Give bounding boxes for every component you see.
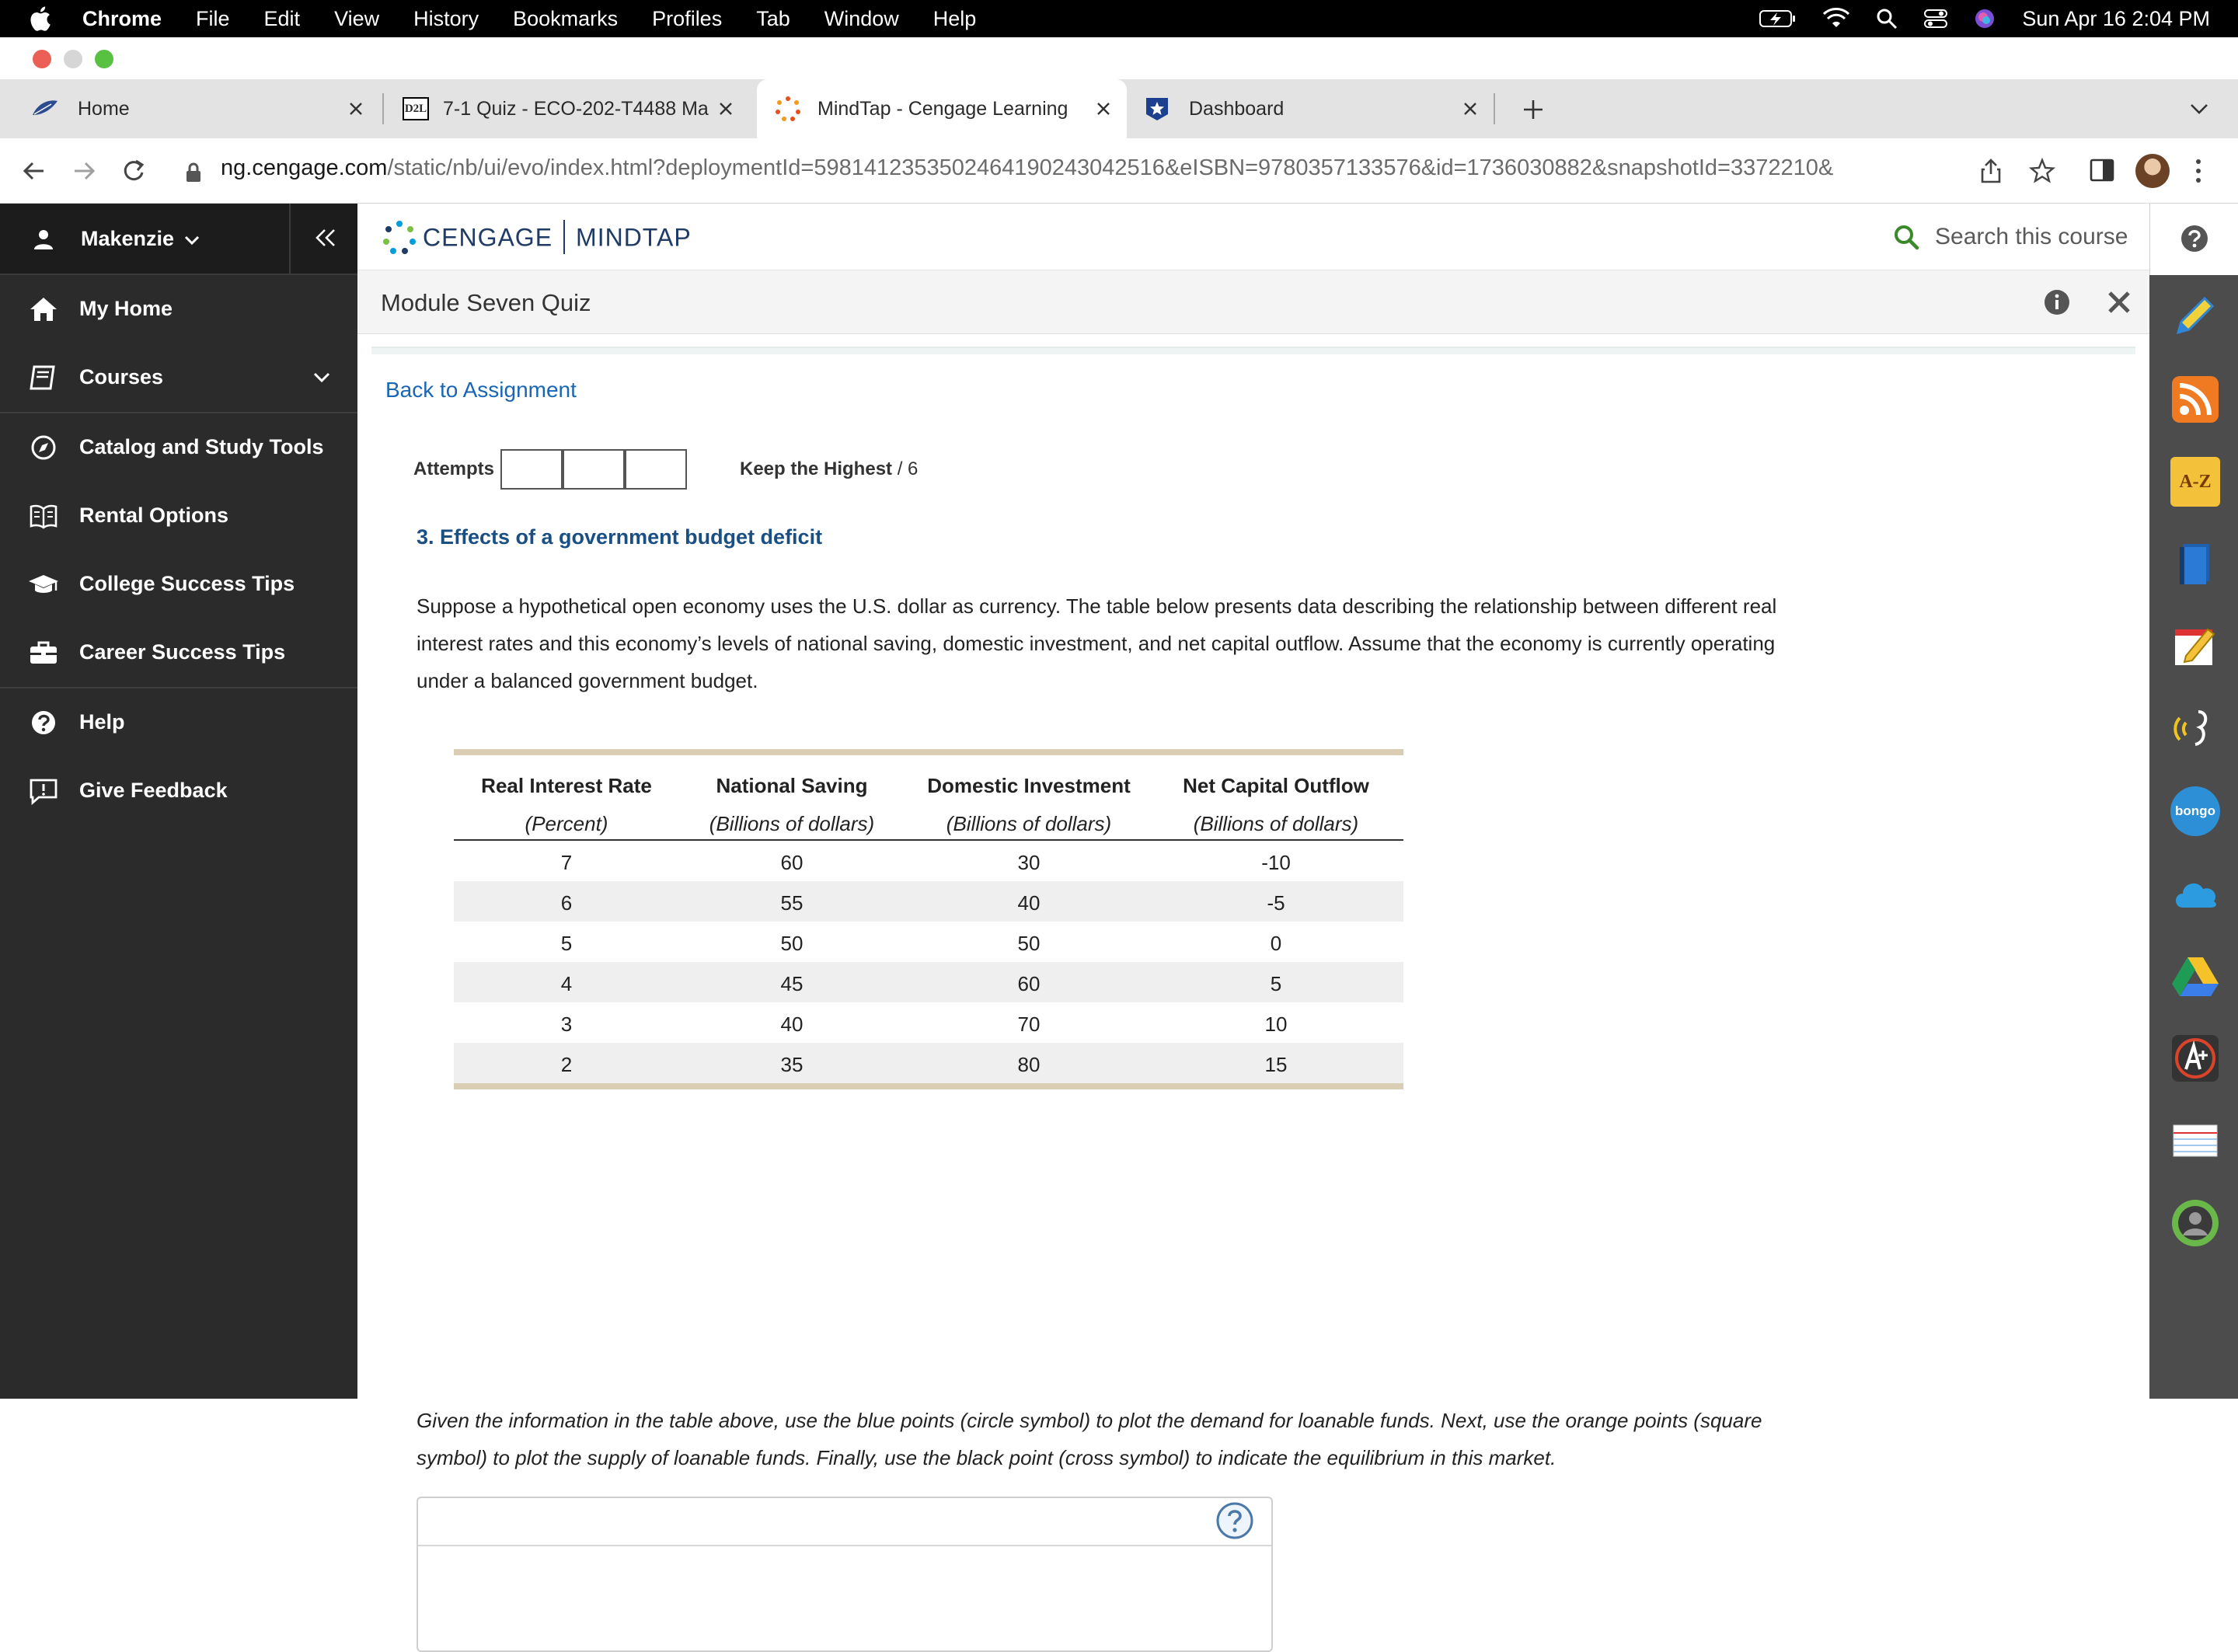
module-title: Module Seven Quiz (381, 289, 591, 316)
compass-icon (28, 434, 59, 462)
sidebar-item-my-home[interactable]: My Home (0, 275, 357, 340)
keep-highest-score: Keep the Highest / 6 (740, 458, 919, 479)
briefcase-icon (28, 639, 59, 667)
tab-mindtap[interactable]: MindTap - Cengage Learning (757, 79, 1127, 138)
sidebar (0, 204, 357, 1399)
share-icon[interactable] (1978, 157, 2003, 185)
chrome-menu-dots-icon[interactable] (2193, 157, 2204, 185)
star-badge-icon (1144, 96, 1170, 122)
side-panel-icon[interactable] (2089, 157, 2115, 183)
siri-icon[interactable] (1974, 8, 1996, 30)
chevron-down-icon (312, 371, 331, 384)
readspeaker-icon[interactable] (2170, 704, 2220, 754)
data-table (454, 749, 1403, 1089)
sidebar-item-career-tips[interactable]: Career Success Tips (0, 619, 357, 684)
tab-home[interactable]: Home (22, 79, 379, 138)
column-header: Domestic Investment (Billions of dollars) (927, 774, 1131, 835)
table-row: 5 50 50 0 (560, 932, 1282, 955)
notebook-icon[interactable] (2170, 539, 2220, 589)
table-row: 3 40 70 10 (560, 1012, 1288, 1036)
profile-avatar[interactable] (2135, 154, 2170, 188)
book-icon (28, 364, 59, 392)
browser-toolbar (0, 138, 2238, 204)
window-zoom-button[interactable] (95, 50, 113, 68)
tab-separator (1494, 93, 1495, 124)
attempt-box (563, 449, 625, 490)
open-book-icon (28, 502, 59, 530)
attempt-box (625, 449, 687, 490)
back-to-assignment-link[interactable]: Back to Assignment (385, 378, 577, 402)
brand-logo-text[interactable]: CENGAGE MINDTAP (423, 222, 692, 256)
window-titlebar (0, 37, 2238, 79)
lock-icon[interactable] (185, 162, 202, 183)
tab-close-icon[interactable] (715, 98, 737, 120)
user-icon (33, 228, 54, 250)
notes-icon[interactable] (2170, 622, 2220, 671)
battery-charging-icon[interactable] (1759, 9, 1797, 28)
reload-icon[interactable] (117, 154, 151, 188)
search-icon[interactable] (1893, 224, 1919, 250)
google-drive-icon[interactable] (2170, 951, 2220, 1001)
app-dock-rail (2149, 204, 2238, 1399)
sidebar-item-give-feedback[interactable]: Give Feedback (0, 757, 357, 822)
double-chevron-left-icon (311, 227, 339, 249)
menu-bookmarks[interactable]: Bookmarks (513, 6, 619, 30)
tab-close-icon[interactable] (1093, 98, 1114, 120)
aplus-icon[interactable] (2170, 1033, 2220, 1083)
home-icon (28, 295, 59, 323)
content-divider-stripe (371, 347, 2135, 354)
graph-tool-panel[interactable] (417, 1497, 1273, 1652)
help-circle-icon[interactable] (2180, 224, 2209, 253)
tab-quiz[interactable]: D2L 7-1 Quiz - ECO-202-T4488 Ma (389, 79, 749, 138)
leaf-icon (31, 99, 59, 118)
back-arrow-icon[interactable] (17, 154, 51, 188)
attempt-box (500, 449, 563, 490)
profile-circle-icon[interactable] (2170, 1198, 2220, 1248)
menu-help[interactable]: Help (932, 6, 977, 30)
flashcards-icon[interactable] (2170, 1116, 2220, 1166)
tab-separator (382, 93, 384, 124)
column-header: National Saving (Billions of dollars) (709, 774, 875, 835)
graduation-cap-icon (28, 570, 59, 598)
sidebar-item-college-tips[interactable]: College Success Tips (0, 550, 357, 615)
control-center-icon[interactable] (1924, 9, 1947, 29)
graph-help-icon[interactable] (1215, 1501, 1254, 1540)
address-bar-url[interactable]: ng.cengage.com/static/nb/ui/evo/index.html?deploymentId=5981412353502464190243042516&eISBN=9780357133576&id=1736030882&snapshotId=3372210& (221, 155, 1834, 180)
menu-tab[interactable]: Tab (756, 6, 790, 30)
sidebar-item-catalog[interactable]: Catalog and Study Tools (0, 413, 357, 479)
pencil-icon[interactable] (2170, 291, 2220, 340)
cengage-logo-icon (381, 219, 418, 256)
user-name: Makenzie (81, 227, 175, 250)
table-row: 4 45 60 5 (454, 962, 1403, 1002)
search-input[interactable]: Search this course (1935, 224, 2128, 249)
wifi-icon[interactable] (1823, 9, 1849, 29)
column-header: Net Capital Outflow (Billions of dollars) (1183, 774, 1369, 835)
forward-arrow-icon[interactable] (67, 154, 101, 188)
collapse-sidebar-button[interactable] (289, 204, 357, 275)
table-row: 6 55 40 -5 (454, 881, 1403, 922)
menubar-clock[interactable]: Sun Apr 16 2:04 PM (2022, 6, 2210, 30)
sidebar-item-courses[interactable]: Courses (0, 343, 357, 409)
cloud-icon[interactable] (2170, 869, 2220, 918)
menu-chrome[interactable]: Chrome (82, 6, 162, 30)
menu-edit[interactable]: Edit (263, 6, 301, 30)
macos-menubar (0, 0, 2238, 37)
table-row: 2 35 80 15 (454, 1043, 1403, 1083)
window-close-button[interactable] (33, 50, 51, 68)
feedback-icon (28, 777, 59, 805)
cengage-icon (774, 95, 802, 123)
spotlight-search-icon[interactable] (1876, 8, 1898, 30)
tab-close-icon[interactable] (345, 98, 367, 120)
brand-header (357, 204, 2149, 270)
sidebar-item-rental-options[interactable]: Rental Options (0, 482, 357, 547)
info-icon[interactable] (2044, 289, 2070, 315)
bongo-icon[interactable]: bongo (2170, 786, 2220, 836)
tab-strip (0, 79, 2238, 138)
help-icon (28, 709, 59, 737)
close-module-icon[interactable] (2106, 289, 2132, 315)
menu-view[interactable]: View (334, 6, 380, 30)
table-row: 7 60 30 -10 (560, 851, 1291, 874)
main-content (357, 204, 2149, 1469)
tab-close-icon[interactable] (1459, 98, 1481, 120)
sidebar-item-help[interactable]: Help (0, 688, 357, 754)
table-header-row (454, 755, 1403, 841)
apple-logo-icon[interactable] (28, 5, 51, 32)
chevron-down-icon (183, 235, 200, 246)
d2l-icon: D2L (403, 97, 429, 120)
rail-help-header (2149, 204, 2238, 275)
menu-history[interactable]: History (413, 6, 479, 30)
module-title-bar (357, 270, 2149, 334)
question-paragraph: Suppose a hypothetical open economy uses the U.S. dollar as currency. The table below presents data describing the relationship between different real interest rates and this economy’s levels of national saving, domestic investment, and net capital outflow. Assume that the economy is currently operating under a balanced government budget. (417, 594, 1777, 692)
user-menu[interactable] (0, 204, 357, 275)
menu-profiles[interactable]: Profiles (652, 6, 723, 30)
graph-instructions: Given the information in the table above, use the blue points (circle symbol) to plot the demand for loanable funds. Next, use the orange points (square symbol) to plot the supply of loanable funds. Finally, use the black point (cross symbol) to indicate the equilibrium in this market. (417, 1409, 1762, 1469)
menu-window[interactable]: Window (824, 6, 899, 30)
new-tab-plus-icon[interactable] (1520, 96, 1546, 123)
bookmark-star-icon[interactable] (2028, 157, 2056, 185)
tab-dashboard[interactable]: Dashboard (1133, 79, 1494, 138)
az-dictionary-icon[interactable]: A-Z (2170, 457, 2220, 507)
column-header: Real Interest Rate (Percent) (481, 774, 652, 835)
menu-file[interactable]: File (196, 6, 230, 30)
attempts-label: Attempts (413, 458, 495, 479)
tab-search-chevron-icon[interactable] (2188, 101, 2210, 117)
question-title: 3. Effects of a government budget deficit (417, 525, 823, 549)
rss-icon[interactable] (2170, 375, 2220, 424)
window-minimize-button[interactable] (64, 50, 82, 68)
